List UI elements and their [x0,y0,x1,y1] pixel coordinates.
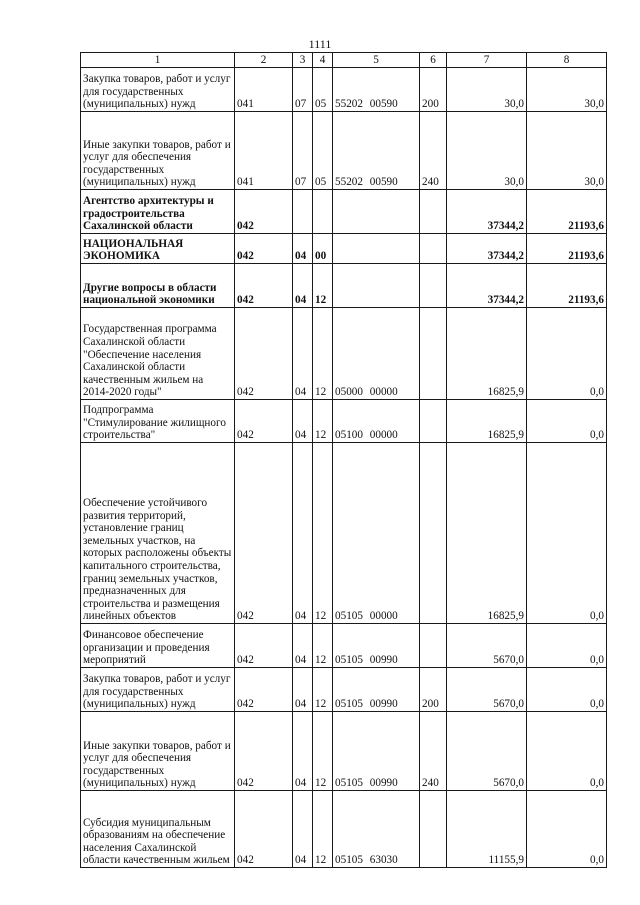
row-pr-cell: 05 [313,112,333,190]
row-csr-cell: 55202 00590 [333,112,420,190]
row-vr-cell [420,190,447,234]
row-rz-cell: 04 [293,624,313,668]
table-row [81,791,607,868]
row-pr-cell: 00 [313,234,333,264]
row-csr-cell: 05100 00000 [333,400,420,443]
row-name-cell: Закупка товаров, работ и услуг для государственных (муниципальных) нужд [81,668,235,712]
row-rz-cell: 04 [293,791,313,868]
row-vr-cell [420,624,447,668]
row-ved-cell: 042 [235,308,293,400]
row-sum-2020-cell: 30,0 [527,68,607,112]
row-csr-cell: 05105 00990 [333,712,420,791]
row-vr-cell [420,443,447,624]
row-vr-cell: 240 [420,712,447,791]
row-sum-2019-cell: 16825,9 [447,400,527,443]
header-col-3: 3 [293,53,313,68]
row-csr-cell [333,264,420,308]
table-row [81,668,607,712]
row-csr-cell: 05000 00000 [333,308,420,400]
row-name-cell: Обеспечение устойчивого развития территорий, установление границ земельных участков, на которых расположены объекты капитального строительства, границ земельных участков, предназначенных для строительства и размещения линейных объектов [81,443,235,624]
row-name-cell: НАЦИОНАЛЬНАЯ ЭКОНОМИКА [81,234,235,264]
row-rz-cell: 04 [293,234,313,264]
row-ved-cell: 042 [235,712,293,791]
row-vr-cell [420,400,447,443]
row-ved-cell: 042 [235,443,293,624]
header-col-5: 5 [333,53,420,68]
row-sum-2019-cell: 16825,9 [447,443,527,624]
row-csr-cell: 05105 00990 [333,668,420,712]
row-sum-2020-cell: 0,0 [527,791,607,868]
row-ved-cell: 042 [235,791,293,868]
row-csr-cell [333,190,420,234]
row-rz-cell: 04 [293,308,313,400]
row-sum-2020-cell: 0,0 [527,308,607,400]
row-sum-2020-cell: 21193,6 [527,264,607,308]
row-ved-cell: 041 [235,68,293,112]
row-rz-cell: 04 [293,443,313,624]
row-vr-cell [420,308,447,400]
header-col-6: 6 [420,53,447,68]
row-vr-cell [420,791,447,868]
table-row [81,190,607,234]
row-ved-cell: 042 [235,234,293,264]
row-sum-2019-cell: 11155,9 [447,791,527,868]
header-col-7: 7 [447,53,527,68]
row-sum-2020-cell: 0,0 [527,668,607,712]
row-vr-cell [420,234,447,264]
row-sum-2019-cell: 30,0 [447,68,527,112]
row-name-cell: Государственная программа Сахалинской области "Обеспечение населения Сахалинской области качественным жильем на 2014-2020 годы" [81,308,235,400]
row-pr-cell: 12 [313,443,333,624]
row-sum-2020-cell: 30,0 [527,112,607,190]
header-col-1: 1 [81,53,235,68]
row-vr-cell: 240 [420,112,447,190]
header-col-8: 8 [527,53,607,68]
table-row [81,308,607,400]
budget-table [80,52,607,868]
row-name-cell: Иные закупки товаров, работ и услуг для обеспечения государственных (муниципальных) нужд [81,712,235,791]
row-ved-cell: 042 [235,264,293,308]
row-csr-cell: 05105 63030 [333,791,420,868]
row-name-cell: Финансовое обеспечение организации и проведения мероприятий [81,624,235,668]
row-csr-cell: 05105 00000 [333,443,420,624]
row-pr-cell [313,190,333,234]
row-sum-2020-cell: 0,0 [527,624,607,668]
row-pr-cell: 12 [313,712,333,791]
header-col-2: 2 [235,53,293,68]
row-rz-cell: 04 [293,400,313,443]
row-name-cell: Подпрограмма "Стимулирование жилищного строительства" [81,400,235,443]
row-sum-2020-cell: 21193,6 [527,190,607,234]
row-ved-cell: 042 [235,624,293,668]
row-pr-cell: 12 [313,624,333,668]
row-sum-2020-cell: 0,0 [527,712,607,791]
row-pr-cell: 12 [313,668,333,712]
table-row [81,68,607,112]
row-sum-2020-cell: 0,0 [527,443,607,624]
row-sum-2019-cell: 5670,0 [447,624,527,668]
row-sum-2019-cell: 5670,0 [447,668,527,712]
row-name-cell: Агентство архитектуры и градостроительства Сахалинской области [81,190,235,234]
row-name-cell: Другие вопросы в области национальной экономики [81,264,235,308]
row-rz-cell: 04 [293,712,313,791]
table-row [81,624,607,668]
table-header-row [81,53,607,68]
row-rz-cell: 07 [293,112,313,190]
row-rz-cell: 04 [293,264,313,308]
row-pr-cell: 12 [313,308,333,400]
row-sum-2019-cell: 30,0 [447,112,527,190]
row-pr-cell: 05 [313,68,333,112]
row-ved-cell: 041 [235,112,293,190]
row-pr-cell: 12 [313,264,333,308]
row-rz-cell: 07 [293,68,313,112]
row-csr-cell: 05105 00990 [333,624,420,668]
row-pr-cell: 12 [313,791,333,868]
table-row [81,712,607,791]
row-sum-2019-cell: 37344,2 [447,264,527,308]
row-rz-cell: 04 [293,668,313,712]
row-sum-2019-cell: 37344,2 [447,234,527,264]
row-pr-cell: 12 [313,400,333,443]
table-row [81,443,607,624]
row-rz-cell [293,190,313,234]
row-ved-cell: 042 [235,668,293,712]
row-csr-cell [333,234,420,264]
row-vr-cell: 200 [420,668,447,712]
row-ved-cell: 042 [235,400,293,443]
row-name-cell: Субсидия муниципальным образованиям на обеспечение населения Сахалинской области качественным жильем [81,791,235,868]
table-row [81,234,607,264]
header-col-4: 4 [313,53,333,68]
row-name-cell: Иные закупки товаров, работ и услуг для обеспечения государственных (муниципальных) нужд [81,112,235,190]
row-sum-2020-cell: 0,0 [527,400,607,443]
row-sum-2020-cell: 21193,6 [527,234,607,264]
row-sum-2019-cell: 5670,0 [447,712,527,791]
row-csr-cell: 55202 00590 [333,68,420,112]
table-row [81,112,607,190]
table-row [81,400,607,443]
row-vr-cell: 200 [420,68,447,112]
row-name-cell: Закупка товаров, работ и услуг для государственных (муниципальных) нужд [81,68,235,112]
table-row [81,264,607,308]
row-ved-cell: 042 [235,190,293,234]
row-sum-2019-cell: 16825,9 [447,308,527,400]
row-vr-cell [420,264,447,308]
page-number: 1111 [308,37,332,51]
row-sum-2019-cell: 37344,2 [447,190,527,234]
